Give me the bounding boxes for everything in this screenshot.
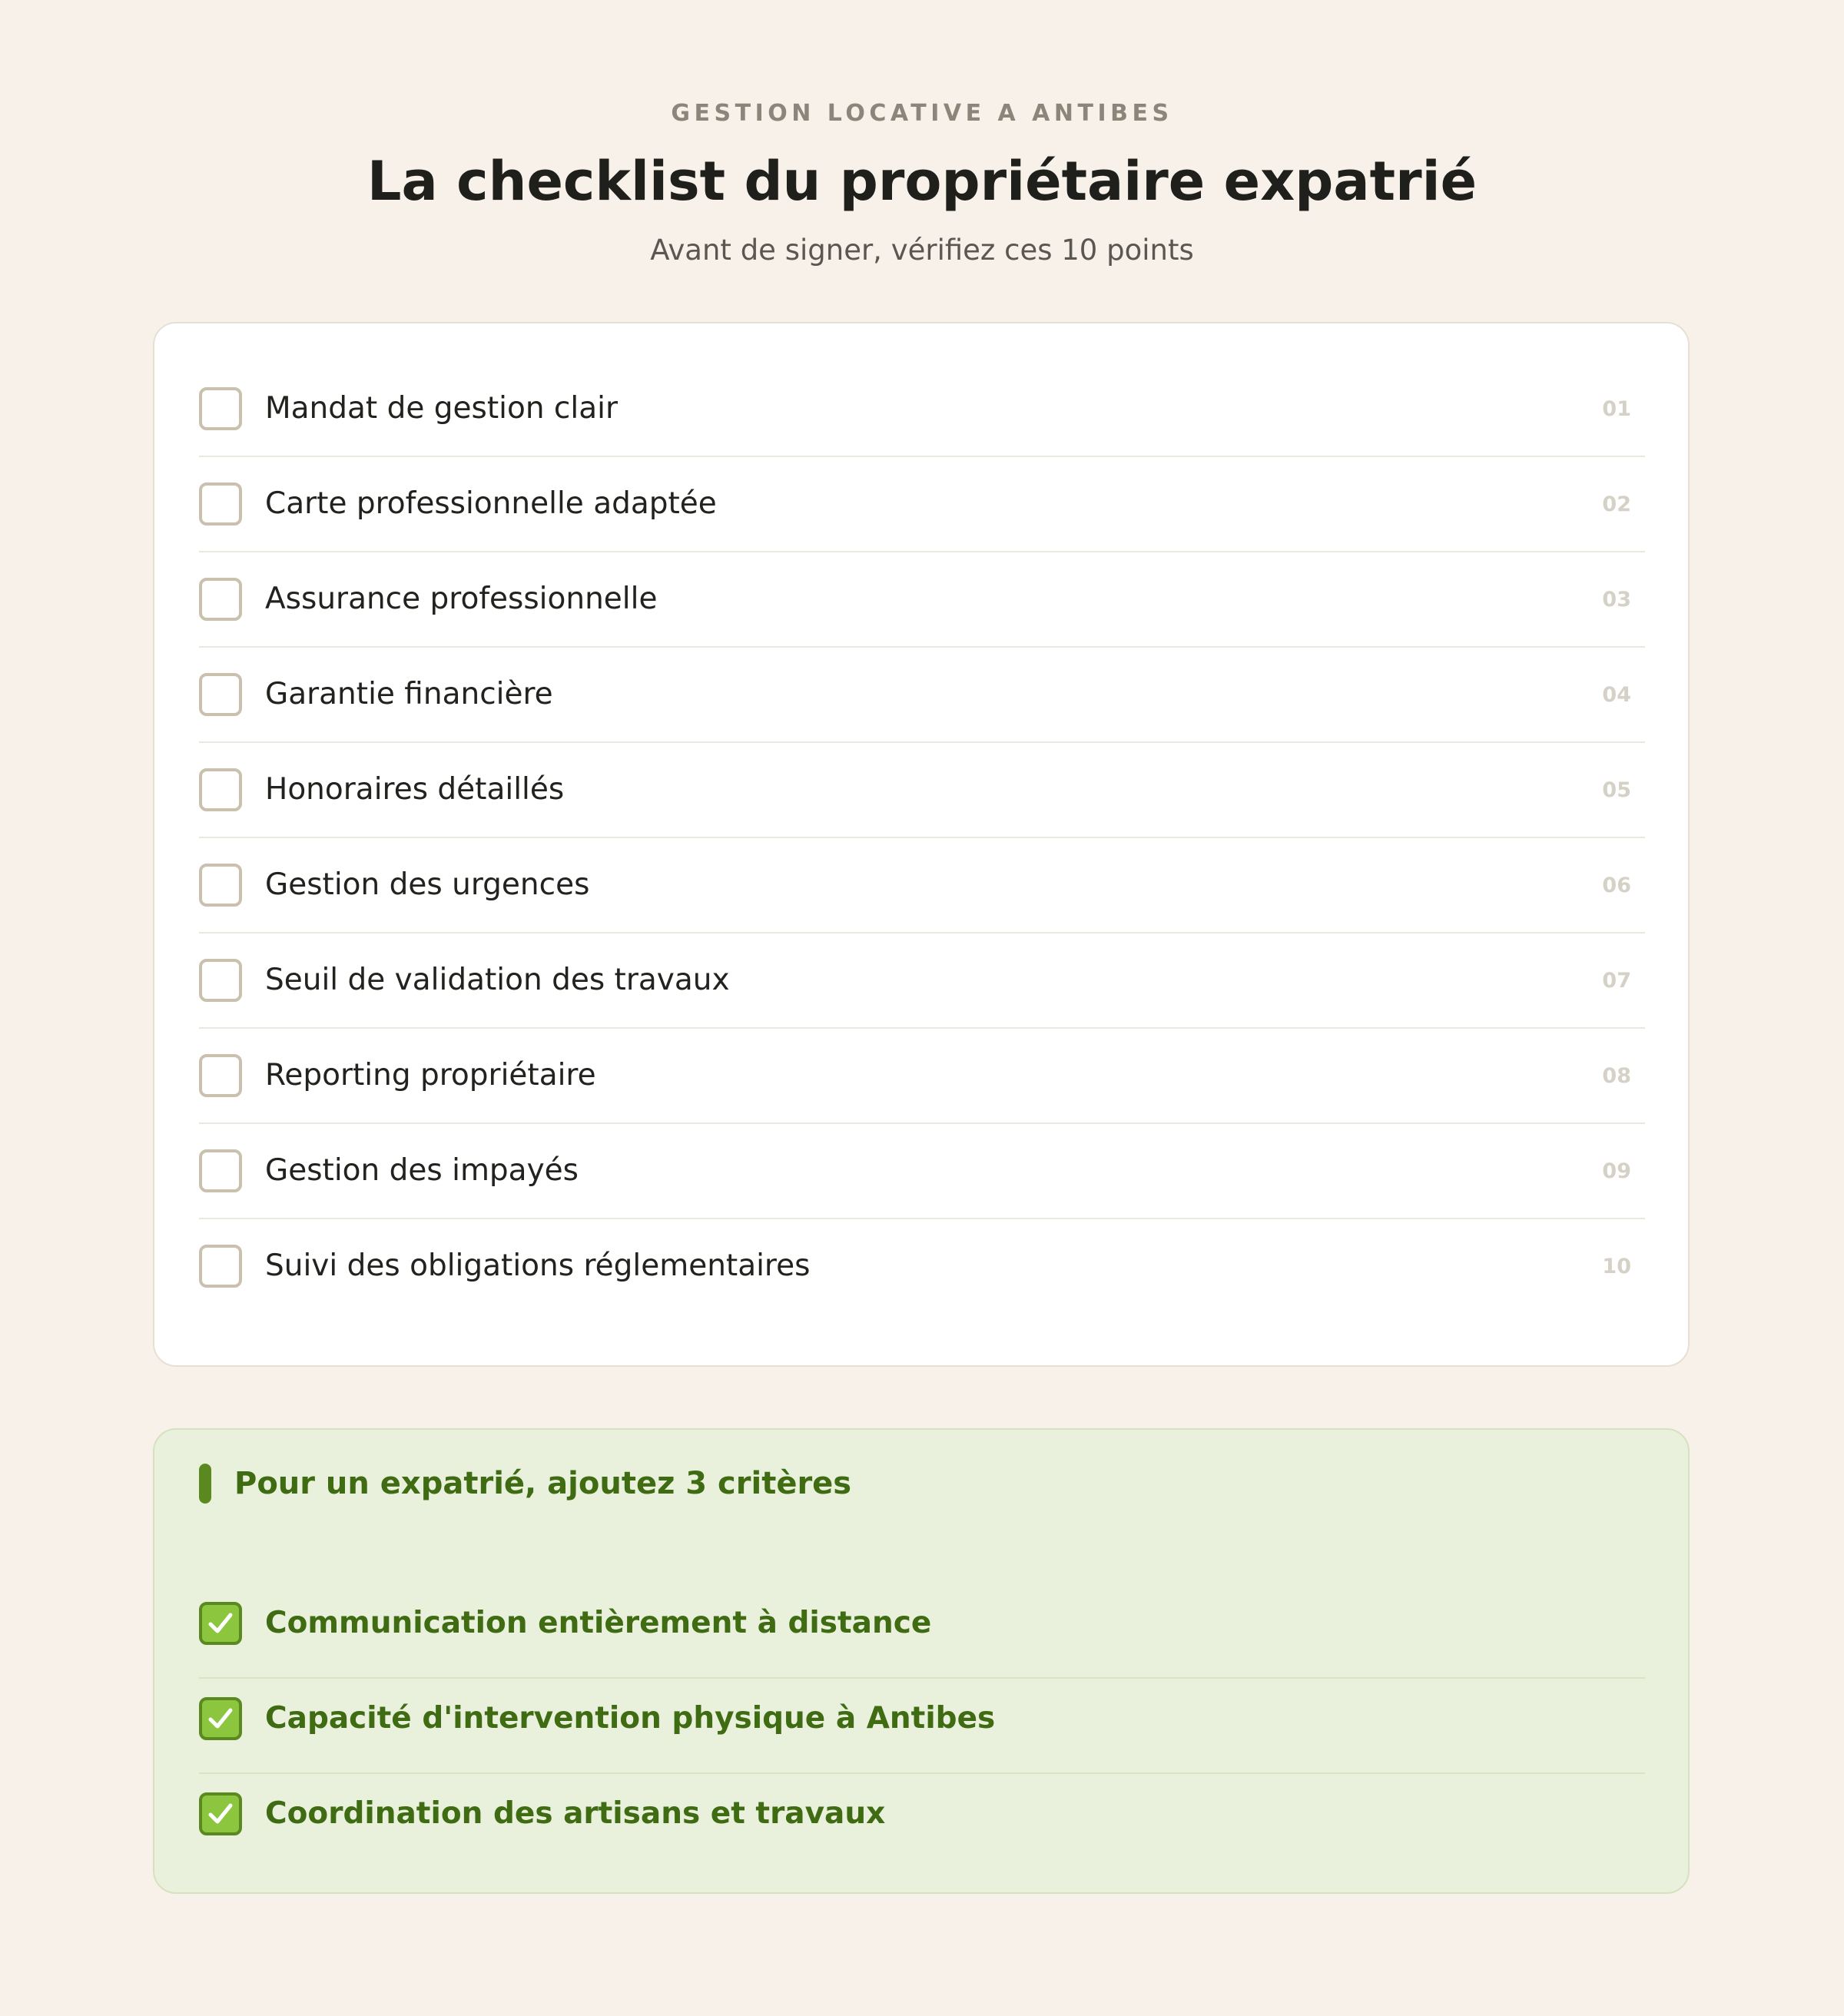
checklist-item-label: Mandat de gestion clair: [265, 391, 618, 426]
checklist-item-label: Gestion des urgences: [265, 867, 590, 902]
checklist-item-label: Suivi des obligations réglementaires: [265, 1248, 811, 1283]
expat-criteria-title: Pour un expatrié, ajoutez 3 critères: [234, 1466, 852, 1501]
checklist-card: [153, 322, 1690, 1367]
checkmark-icon: [205, 1703, 236, 1734]
checkmark-icon: [205, 1799, 236, 1829]
empty-checkbox-icon[interactable]: [199, 1245, 242, 1288]
expat-criteria-item[interactable]: [199, 1774, 1645, 1869]
expat-criteria-item[interactable]: [199, 1583, 1645, 1679]
page-title: La checklist du propriétaire expatrié: [366, 150, 1478, 213]
checklist-item-label: Garantie financière: [265, 677, 553, 711]
empty-checkbox-icon[interactable]: [199, 768, 242, 811]
checked-checkbox-icon[interactable]: [199, 1602, 242, 1645]
checklist-item[interactable]: [199, 1029, 1645, 1124]
checklist-item[interactable]: [199, 838, 1645, 933]
empty-checkbox-icon[interactable]: [199, 959, 242, 1002]
checklist-item-number: 07: [1602, 969, 1631, 993]
checklist-item[interactable]: [199, 933, 1645, 1029]
checklist-item[interactable]: [199, 743, 1645, 838]
checklist-item-number: 04: [1602, 683, 1631, 707]
empty-checkbox-icon[interactable]: [199, 864, 242, 907]
checklist-item-number: 03: [1602, 588, 1631, 612]
empty-checkbox-icon[interactable]: [199, 1054, 242, 1097]
expat-criteria-list: [199, 1583, 1645, 1869]
checklist-item[interactable]: [199, 552, 1645, 648]
checklist-item[interactable]: [199, 1219, 1645, 1315]
checklist-item-label: Honoraires détaillés: [265, 772, 565, 807]
expat-criteria-label: Communication entièrement à distance: [265, 1606, 932, 1640]
checkmark-icon: [205, 1608, 236, 1639]
checklist-item-number: 10: [1602, 1255, 1631, 1278]
empty-checkbox-icon[interactable]: [199, 1149, 242, 1192]
checklist-item-number: 02: [1602, 492, 1631, 516]
expat-criteria-panel: [153, 1428, 1690, 1894]
empty-checkbox-icon[interactable]: [199, 387, 242, 430]
checklist: [199, 362, 1645, 1315]
checklist-item-number: 05: [1602, 778, 1631, 802]
empty-checkbox-icon[interactable]: [199, 578, 242, 621]
checklist-item-number: 09: [1602, 1159, 1631, 1183]
checklist-item-number: 06: [1602, 874, 1631, 897]
page-subtitle: Avant de signer, vérifiez ces 10 points: [650, 234, 1194, 267]
page-eyebrow: GESTION LOCATIVE A ANTIBES: [671, 100, 1173, 127]
checklist-item-label: Carte professionnelle adaptée: [265, 486, 717, 521]
checklist-item-label: Gestion des impayés: [265, 1153, 579, 1188]
checklist-item-label: Reporting propriétaire: [265, 1058, 596, 1093]
checklist-item[interactable]: [199, 457, 1645, 552]
checklist-item-label: Seuil de validation des travaux: [265, 963, 730, 997]
checklist-item-number: 08: [1602, 1064, 1631, 1088]
checklist-item-number: 01: [1602, 397, 1631, 421]
checked-checkbox-icon[interactable]: [199, 1792, 242, 1835]
expat-criteria-label: Capacité d'intervention physique à Antibes: [265, 1701, 996, 1736]
checklist-item[interactable]: [199, 648, 1645, 743]
empty-checkbox-icon[interactable]: [199, 482, 242, 526]
checked-checkbox-icon[interactable]: [199, 1697, 242, 1740]
expat-criteria-label: Coordination des artisans et travaux: [265, 1796, 886, 1831]
checklist-item[interactable]: [199, 1124, 1645, 1219]
expat-criteria-item[interactable]: [199, 1679, 1645, 1774]
checklist-item-label: Assurance professionnelle: [265, 582, 658, 616]
empty-checkbox-icon[interactable]: [199, 673, 242, 716]
accent-bar: [199, 1464, 211, 1504]
checklist-item[interactable]: [199, 362, 1645, 457]
